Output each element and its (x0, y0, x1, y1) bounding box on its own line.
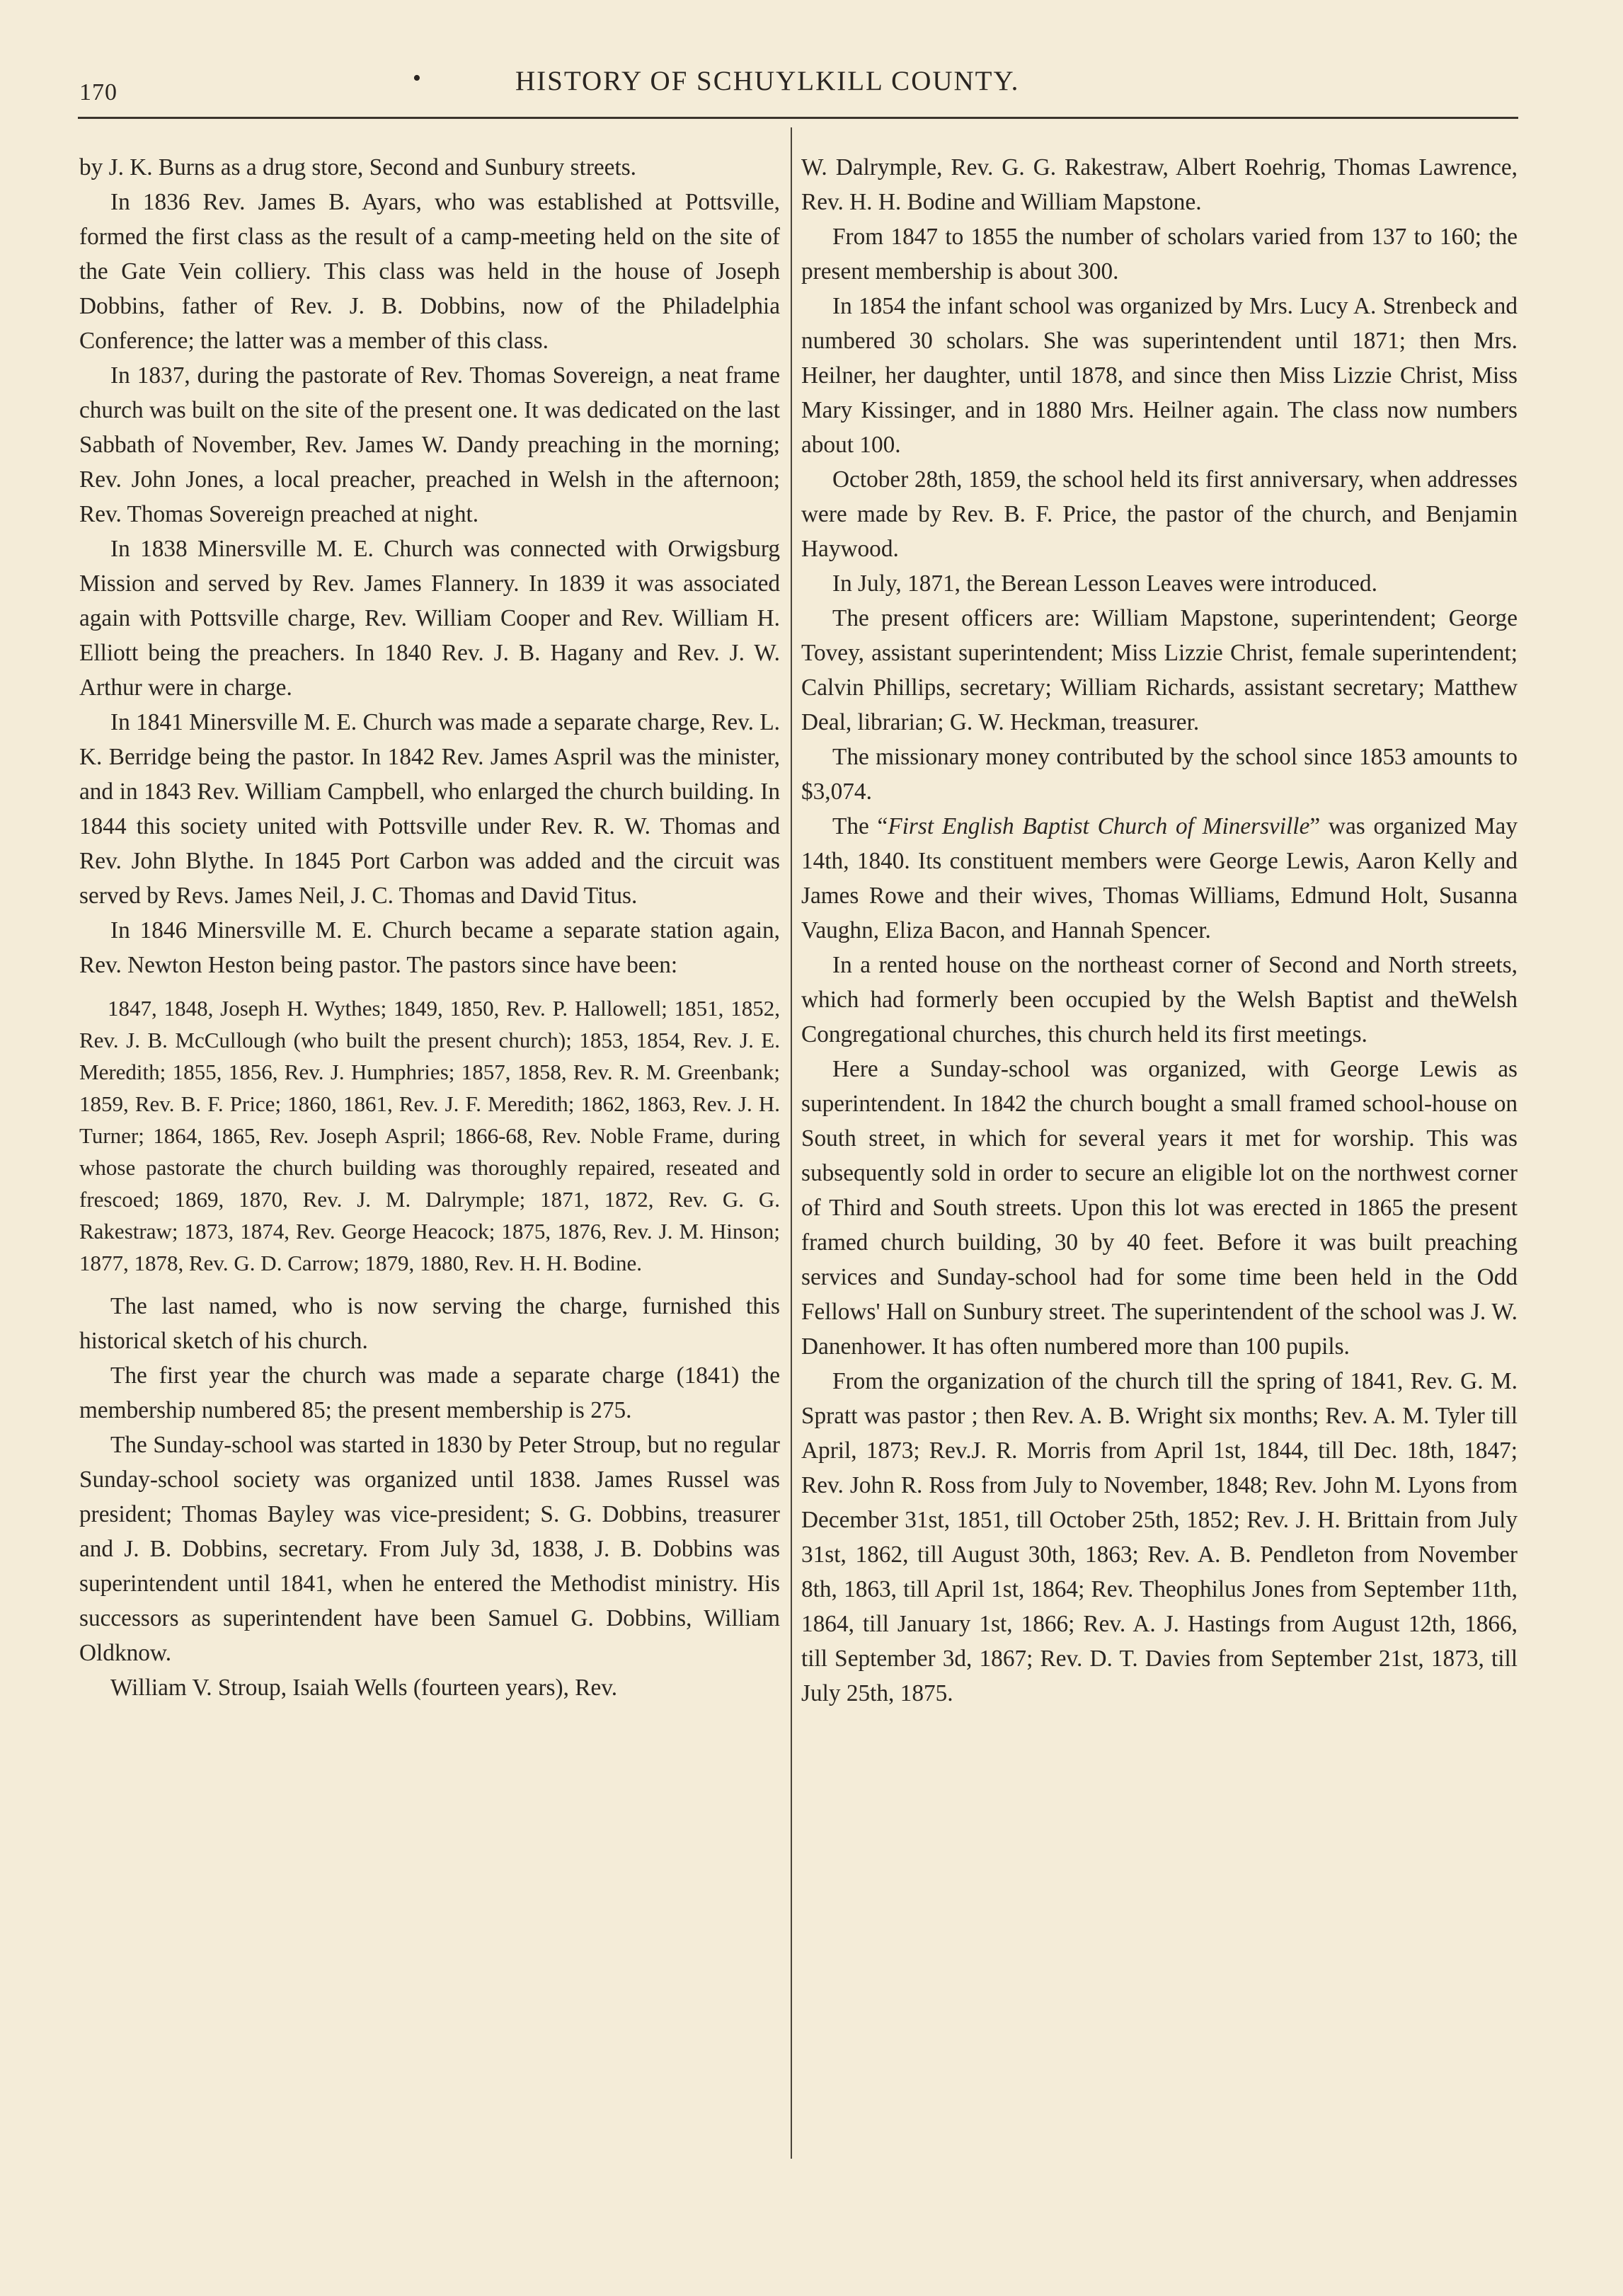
header-ornament: • (413, 65, 421, 91)
pastor-list: 1847, 1848, Joseph H. Wythes; 1849, 1850, Rev. P. Hallowell; 1851, 1852, Rev. J. B. McCullough (who built the present church); 1853, 1854, Rev. J. E. Meredith; 1855, 1856, Rev. J. Humphries; 1857, 1858, Rev. R. M. Greenbank; 1859, Rev. B. F. Price; 1860, 1861, Rev. J. F. Meredith; 1862, 1863, Rev. J. H. Turner; 1864, 1865, Rev. Joseph Aspril; 1866-68, Rev. Noble Frame, during whose pastorate the church building was thoroughly repaired, reseated and frescoed; 1869, 1870, Rev. J. M. Dalrymple; 1871, 1872, Rev. G. G. Rakestraw; 1873, 1874, Rev. George Heacock; 1875, 1876, Rev. J. M. Hinson; 1877, 1878, Rev. G. D. Carrow; 1879, 1880, Rev. H. H. Bodine. (79, 996, 780, 1275)
church-name: First English Baptist Church of Minersville (888, 813, 1310, 839)
column-divider (791, 127, 792, 2159)
paragraph: In 1846 Minersville M. E. Church became a separate station again, Rev. Newton Heston being pastor. The pastors since have been: (79, 917, 780, 978)
paragraph: The first year the church was made a separate charge (1841) the membership numbered 85; the present membership is 275. (79, 1362, 780, 1423)
page-header (0, 65, 1623, 108)
paragraph: In 1841 Minersville M. E. Church was made a separate charge, Rev. L. K. Berridge being the pastor. In 1842 Rev. James Aspril was the minister, and in 1843 Rev. William Campbell, who enlarged the church building. In 1844 this society united with Pottsville under Rev. R. W. Thomas and Rev. John Blythe. In 1845 Port Carbon was added and the circuit was served by Revs. James Neil, J. C. Thomas and David Titus. (79, 709, 780, 909)
header-rule (78, 117, 1518, 119)
paragraph: W. Dalrymple, Rev. G. G. Rakestraw, Albert Roehrig, Thomas Lawrence, Rev. H. H. Bodine and William Mapstone. (801, 154, 1518, 215)
paragraph: In a rented house on the northeast corner of Second and North streets, which had formerly been occupied by the Welsh Baptist and theWelsh Congregational churches, this church held its first meetings. (801, 952, 1518, 1047)
paragraph: The last named, who is now serving the charge, furnished this historical sketch of his church. (79, 1293, 780, 1354)
paragraph: In 1838 Minersville M. E. Church was connected with Orwigsburg Mission and served by Rev. James Flannery. In 1839 it was associated again with Pottsville charge, Rev. William Cooper and Rev. William H. Elliott being the preachers. In 1840 Rev. J. B. Hagany and Rev. J. W. Arthur were in charge. (79, 536, 780, 701)
paragraph: The missionary money contributed by the school since 1853 amounts to $3,074. (801, 744, 1518, 805)
paragraph: The Sunday-school was started in 1830 by Peter Stroup, but no regular Sunday-school society was organized until 1838. James Russel was president; Thomas Bayley was vice-president; S. G. Dobbins, treasurer and J. B. Dobbins, secretary. From July 3d, 1838, J. B. Dobbins was superintendent until 1841, when he entered the Methodist ministry. His successors as superintendent have been Samuel G. Dobbins, William Oldknow. (79, 1432, 780, 1666)
paragraph: Here a Sunday-school was organized, with George Lewis as superintendent. In 1842 the church bought a small framed school-house on South street, in which for several years it met for worship. This was subsequently sold in order to secure an eligible lot on the northwest corner of Third and South streets. Upon this lot was erected in 1865 the present framed church building, 30 by 40 feet. Before it was built preaching services and Sunday-school had for some time been held in the Odd Fellows' Hall on Sunbury street. The superintendent of the school was J. W. Danenhower. It has often numbered more than 100 pupils. (801, 1056, 1518, 1360)
page-number: 170 (79, 79, 117, 105)
paragraph: In 1836 Rev. James B. Ayars, who was established at Pottsville, formed the first class as the result of a camp-meeting held on the site of the Gate Vein colliery. This class was held in the house of Joseph Dobbins, father of Rev. J. B. Dobbins, now of the Philadelphia Conference; the latter was a member of this class. (79, 189, 780, 354)
paragraph: In 1837, during the pastorate of Rev. Thomas Sovereign, a neat frame church was built on the site of the present one. It was dedicated on the last Sabbath of November, Rev. James W. Dandy preaching in the morning; Rev. John Jones, a local preacher, preached in Welsh in the afternoon; Rev. Thomas Sovereign preached at night. (79, 362, 780, 527)
right-column (801, 150, 1518, 1711)
intro-text: ” was organized May 14th, 1840. Its constituent members were George Lewis, Aaron Kelly and James Rowe and their wives, Thomas Williams, Edmund Holt, Susanna Vaughn, Eliza Bacon, and Hannah Spencer. (801, 813, 1518, 943)
paragraph: October 28th, 1859, the school held its first anniversary, when addresses were made by Rev. B. F. Price, the pastor of the church, and Benjamin Haywood. (801, 466, 1518, 562)
paragraph: The present officers are: William Mapstone, superintendent; George Tovey, assistant superintendent; Miss Lizzie Christ, female superintendent; Calvin Phillips, secretary; William Richards, assistant secretary; Matthew Deal, librarian; G. W. Heckman, treasurer. (801, 605, 1518, 735)
quote-prefix: The “ (832, 813, 888, 839)
paragraph: William V. Stroup, Isaiah Wells (fourteen years), Rev. (110, 1675, 618, 1701)
paragraph: From the organization of the church till the spring of 1841, Rev. G. M. Spratt was pastor ; then Rev. A. B. Wright six months; Rev. A. M. Tyler till April, 1873; Rev.J. R. Morris from April 1st, 1844, till Dec. 18th, 1847; Rev. John R. Ross from July to November, 1848; Rev. John M. Lyons from December 31st, 1851, till October 25th, 1852; Rev. J. H. Brittain from July 31st, 1862, till August 30th, 1863; Rev. A. B. Pendleton from November 8th, 1863, till April 1st, 1864; Rev. Theophilus Jones from September 11th, 1864, till January 1st, 1866; Rev. A. J. Hastings from August 12th, 1866, till September 3d, 1867; Rev. D. T. Davies from September 21st, 1873, till July 25th, 1875. (801, 1368, 1518, 1706)
paragraph: In 1854 the infant school was organized by Mrs. Lucy A. Strenbeck and numbered 30 scholars. She was superintendent until 1871; then Mrs. Heilner, her daughter, until 1878, and since then Miss Lizzie Christ, Miss Mary Kissinger, and in 1880 Mrs. Heilner again. The class now numbers about 100. (801, 293, 1518, 458)
paragraph: From 1847 to 1855 the number of scholars varied from 137 to 160; the present membership is about 300. (801, 224, 1518, 285)
baptist-intro-paragraph (801, 809, 1518, 948)
paragraph: In July, 1871, the Berean Lesson Leaves were introduced. (832, 570, 1377, 597)
left-column (79, 150, 780, 1705)
paragraph: by J. K. Burns as a drug store, Second and Sunbury streets. (79, 154, 636, 180)
running-title: HISTORY OF SCHUYLKILL COUNTY. (515, 66, 1020, 96)
